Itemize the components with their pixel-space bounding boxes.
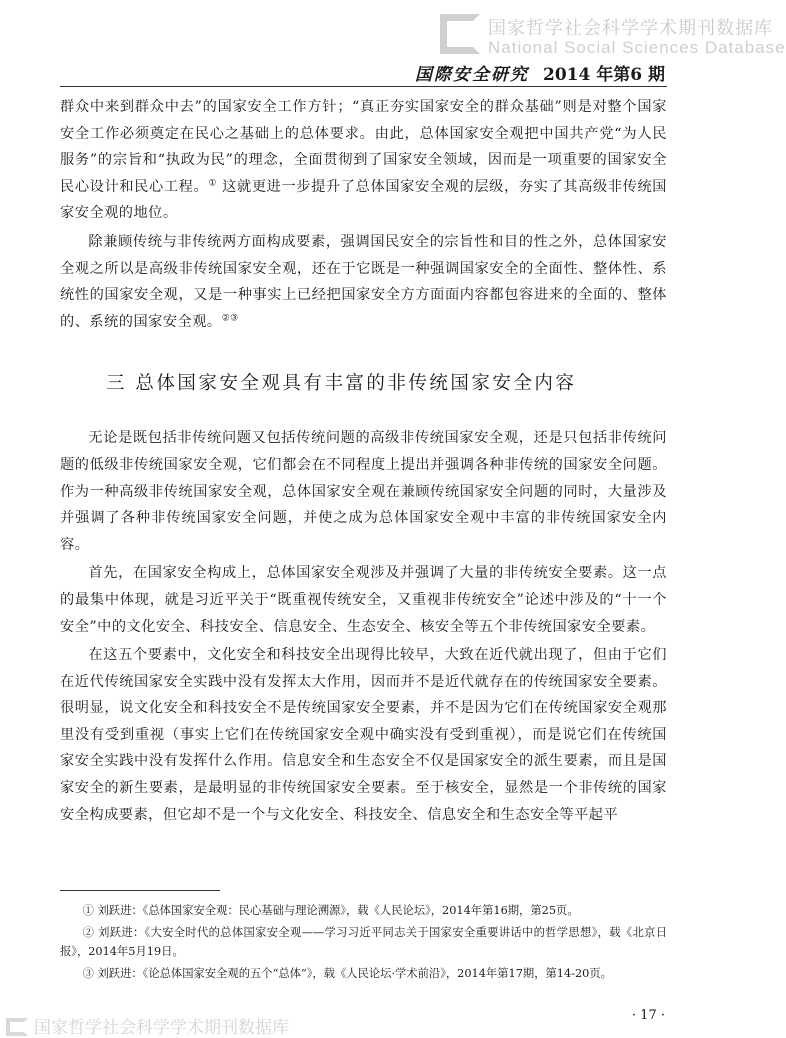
- paragraph-text: 群众中来到群众中去”的国家安全工作方针；“真正夯实国家安全的群众基础”则是对整个国家安全工作必须奠定在民心之基础上的总体要求。由此，总体国家安全观把中国共产党“为人民服务”的宗旨和“执政为民”的理念，全面贯彻到了国家安全领域，因而是一项重要的国家安全民心设计和民心工程。: [60, 99, 667, 195]
- watermark-bottom: [6, 1013, 289, 1038]
- watermark-name-cn: 国家哲学社会科学学术期刊数据库: [488, 18, 773, 39]
- footnote-2: ② 刘跃进：《大安全时代的总体国家安全观——学习习近平同志关于国家安全重要讲话中的哲学思想》，载《北京日报》，2014年5月19日。: [60, 925, 667, 958]
- footnotes: [60, 901, 667, 985]
- page-number: · 17 ·: [631, 1008, 665, 1023]
- footnote-3: ③ 刘跃进：《论总体国家安全观的五个“总体”》，载《人民论坛·学术前沿》，2014年第17期，第14-20页。: [82, 966, 612, 980]
- footnote-1: ① 刘跃进：《总体国家安全观：民心基础与理论溯源》，载《人民论坛》，2014年第16期，第25页。: [82, 904, 579, 917]
- watermark-bottom-text: 国家哲学社会科学学术期刊数据库: [34, 1018, 289, 1038]
- paragraph-text: 这就更进一步提升了总体国家安全观的层级，夯实了其高级非传统国家安全观的地位。: [60, 178, 667, 222]
- footnote-ref-2-3: ②③: [221, 313, 239, 324]
- watermark-top: [440, 10, 786, 60]
- footnote-rule: [60, 890, 220, 891]
- section-heading: 三 总体国家安全观具有丰富的非传统国家安全内容: [106, 373, 577, 395]
- database-logo-icon: [6, 1018, 28, 1036]
- paragraph: [60, 229, 667, 335]
- paragraph-text: 除兼顾传统与非传统两方面构成要素，强调国民安全的宗旨性和目的性之外，总体国家安全观之所以是高级非传统国家安全观，还在于它既是一种强调国家安全的全面性、整体性、系统性的国家安全观，又是一种事实上已经把国家安全方方面面内容都包容进来的全面的、整体的、系统的国家安全观。: [60, 233, 667, 330]
- paragraph-continued: [60, 94, 667, 227]
- watermark-name-en: National Social Sciences Database: [488, 38, 786, 57]
- database-logo-icon: [440, 14, 480, 54]
- running-header: [415, 60, 665, 85]
- paragraph: 无论是既包括非传统问题又包括传统问题的高级非传统国家安全观，还是只包括非传统问题的低级非传统国家安全观，它们都会在不同程度上提出并强调各种非传统的国家安全问题。作为一种高级非传统国家安全观，总体国家安全观在兼顾传统国家安全问题的同时，大量涉及并强调了各种非传统国家安全问题，并使之成为总体国家安全观中丰富的非传统国家安全内容。: [60, 430, 667, 553]
- article-body: [60, 94, 667, 828]
- journal-name: 国際安全研究: [415, 65, 530, 85]
- issue-label: 2014 年第6 期: [543, 65, 665, 85]
- footnote-ref-1: ①: [208, 178, 218, 189]
- paragraph: 首先，在国家安全构成上，总体国家安全观涉及并强调了大量的非传统安全要素。这一点的最集中体现，就是习近平关于“既重视传统安全，又重视非传统安全”论述中涉及的“十一个安全”中的文化安全、科技安全、信息安全、生态安全、核安全等五个非传统国家安全要素。: [60, 565, 667, 635]
- header-rule: [60, 86, 667, 87]
- paragraph: 在这五个要素中，文化安全和科技安全出现得比较早，大致在近代就出现了，但由于它们在近代传统国家安全实践中没有发挥太大作用，因而并不是近代就存在的传统国家安全要素。很明显，说文化安全和科技安全不是传统国家安全要素，并不是因为它们在传统国家安全观那里没有受到重视（事实上它们在传统国家安全观中确实没有受到重视），而是说它们在传统国家安全实践中没有发挥什么作用。信息安全和生态安全不仅是国家安全的派生要素，而且是国家安全的新生要素，是最明显的非传统国家安全要素。至于核安全，显然是一个非传统的国家安全构成要素，但它却不是一个与文化安全、科技安全、信息安全和生态安全等平起平: [60, 647, 667, 823]
